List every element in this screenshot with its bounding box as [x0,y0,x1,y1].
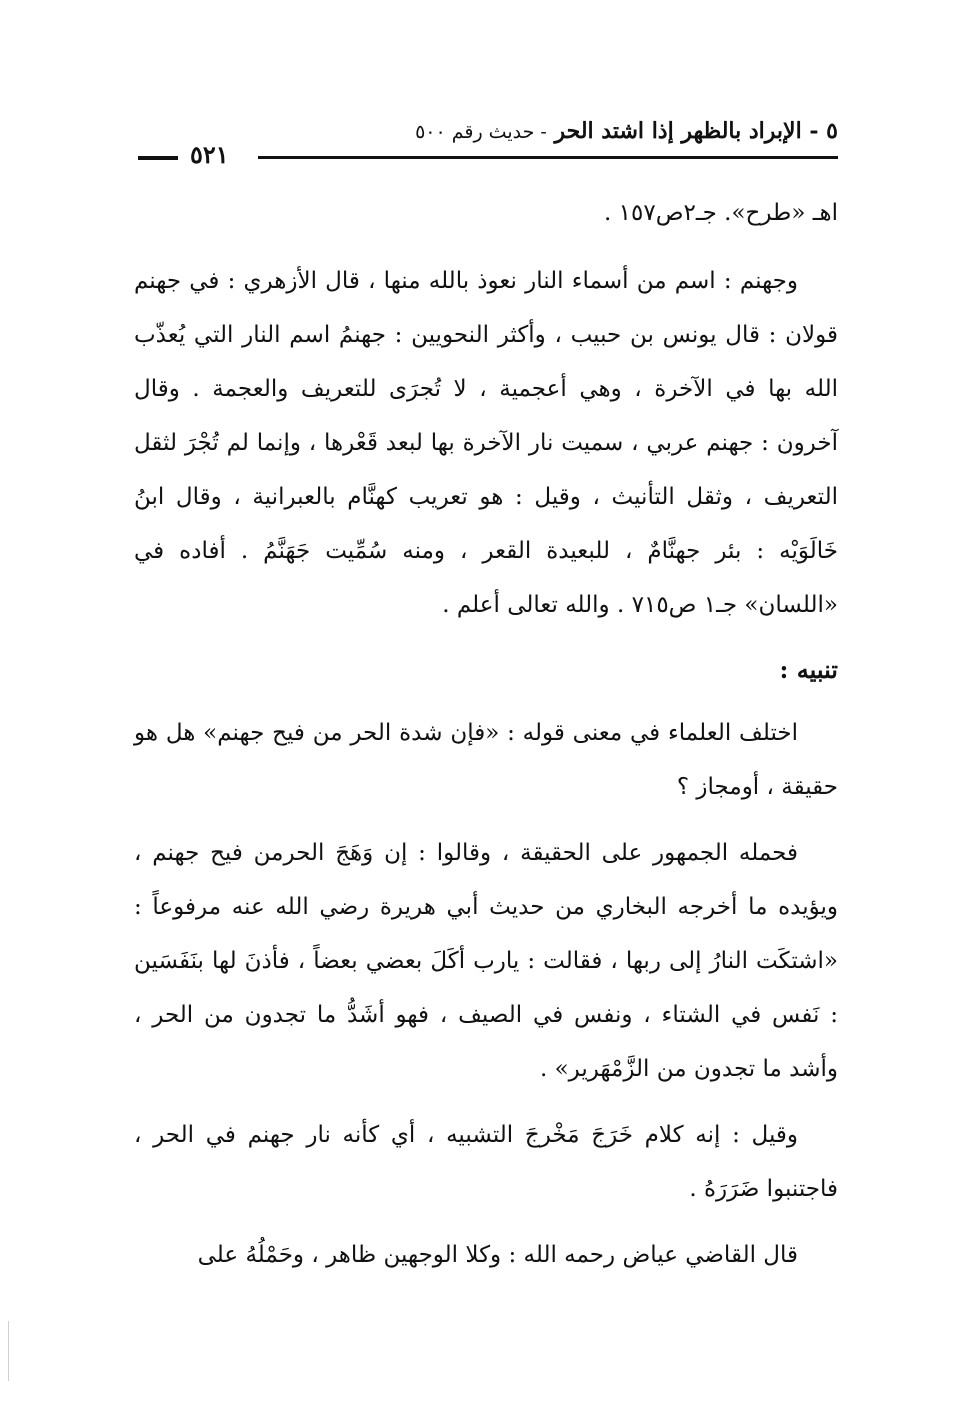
page-body [134,186,838,1294]
paragraph-hamalahu: فحمله الجمهور على الحقيقة ، وقالوا : إن وَهَجَ الحرمن فيح جهنم ، ويؤيده ما أخرجه البخاري من حديث أبي هريرة رضي الله عنه مرفوعاً : «اشتكَت النارُ إلى ربها ، فقالت : يارب أكَلَ بعضي بعضاً ، فأذنَ لها بنَفَسَين : نَفس في الشتاء ، ونفس في الصيف ، فهو أشَدُّ ما تجدون من الحر ، وأشد ما تجدون من الزَّمْهَرير» . [134,840,838,1082]
running-header [138,118,838,174]
hadith-reference: - حديث رقم ٥٠٠ [415,121,547,143]
paragraph-ikhtalafa: اختلف العلماء في معنى قوله : «فإن شدة الحر من فيح جهنم» هل هو حقيقة ، أومجاز ؟ [134,720,838,800]
paragraph-qila: وقيل : إنه كلام خَرَجَ مَخْرجَ التشبيه ، أي كأنه نار جهنم في الحر ، فاجتنبوا ضَرَرَهُ . [134,1122,838,1202]
paragraph-qadi-iyad: قال القاضي عياض رحمه الله : وكلا الوجهين ظاهر ، وحَمْلُهُ على [197,1242,798,1268]
chapter-title-text: ٥ - الإبراد بالظهر إذا اشتد الحر [554,118,838,144]
paragraph-jahannam: وجهنم : اسم من أسماء النار نعوذ بالله منها ، قال الأزهري : في جهنم قولان : قال يونس بن حبيب ، وأكثر النحويين : جهنمُ اسم النار التي يُعذّب الله بها في الآخرة ، وهي أعجمية ، لا تُجرَى للتعريف والعجمة . وقال آخرون : جهنم عربي ، سميت نار الآخرة بها لبعد قَعْرها ، وإنما لم تُجْرَ لثقل التعريف ، وثقل التأنيث ، وقيل : هو تعريب كهنَّام بالعبرانية ، وقال ابنُ خَالَوَيْه : بئر جهنَّامٌ ، للبعيدة القعر ، ومنه سُمِّيت جَهَنَّمُ . أفاده في «اللسان» جـ١ ص٧١٥ . والله تعالى أعلم . [134,268,838,618]
page-number-dash [138,156,178,160]
chapter-title [415,118,838,144]
header-rule [258,156,838,159]
scan-edge-mark [8,1321,9,1381]
source-citation: اهـ «طرح». جـ٢ص١٥٧ . [604,200,838,226]
tanbih-heading: تنبيه : [779,655,838,684]
page-number: ٥٢١ [190,140,229,169]
